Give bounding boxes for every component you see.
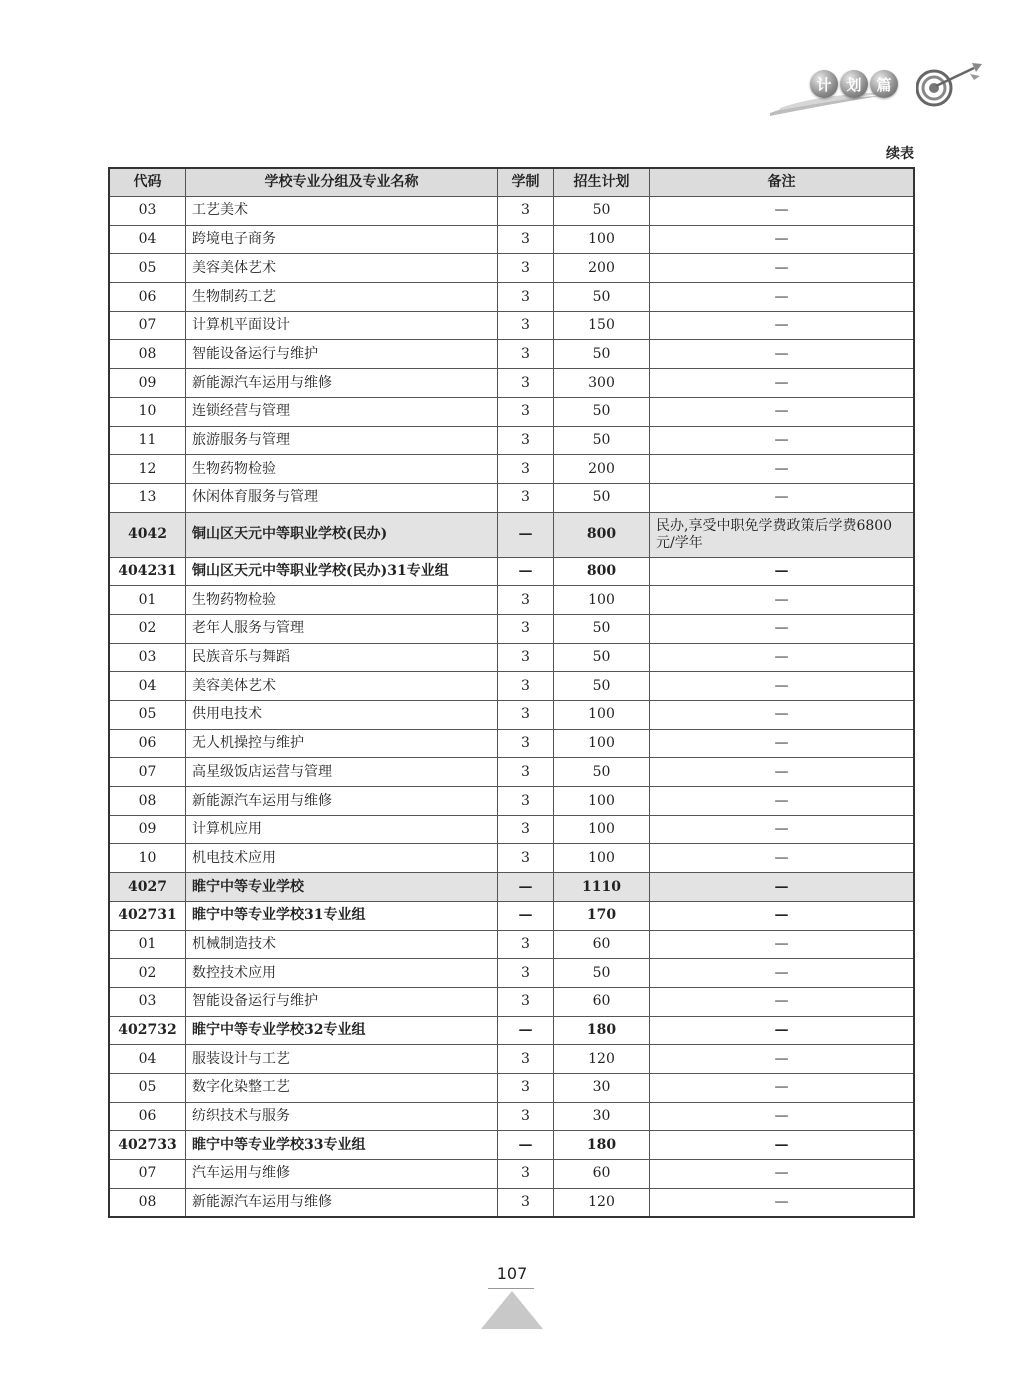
cell-note: — xyxy=(650,815,915,844)
cell-name: 生物药物检验 xyxy=(186,455,498,484)
page-number-underline xyxy=(488,1288,534,1289)
cell-years: 3 xyxy=(498,1102,554,1131)
cell-note: — xyxy=(650,586,915,615)
cell-note: — xyxy=(650,397,915,426)
cell-years: — xyxy=(498,901,554,930)
cell-code: 11 xyxy=(109,426,186,455)
cell-name: 美容美体艺术 xyxy=(186,254,498,283)
cell-years: 3 xyxy=(498,283,554,312)
cell-plan: 180 xyxy=(554,1131,650,1160)
cell-plan: 800 xyxy=(554,512,650,557)
cell-plan: 100 xyxy=(554,225,650,254)
cell-name: 跨境电子商务 xyxy=(186,225,498,254)
cell-code: 02 xyxy=(109,614,186,643)
cell-years: 3 xyxy=(498,930,554,959)
table-row xyxy=(109,959,914,988)
cell-name: 睢宁中等专业学校32专业组 xyxy=(186,1016,498,1045)
cell-years: 3 xyxy=(498,426,554,455)
cell-plan: 100 xyxy=(554,586,650,615)
cell-plan: 50 xyxy=(554,397,650,426)
cell-plan: 50 xyxy=(554,483,650,512)
table-header-row xyxy=(109,168,914,197)
table-row xyxy=(109,340,914,369)
table-row xyxy=(109,614,914,643)
cell-name: 无人机操控与维护 xyxy=(186,729,498,758)
cell-code: 13 xyxy=(109,483,186,512)
table-row xyxy=(109,197,914,226)
cell-note: — xyxy=(650,283,915,312)
column-header-name: 学校专业分组及专业名称 xyxy=(186,168,498,197)
cell-years: 3 xyxy=(498,397,554,426)
cell-code: 07 xyxy=(109,758,186,787)
cell-code: 06 xyxy=(109,283,186,312)
cell-note: — xyxy=(650,614,915,643)
cell-years: 3 xyxy=(498,643,554,672)
table-row xyxy=(109,225,914,254)
column-header-note: 备注 xyxy=(650,168,915,197)
cell-plan: 170 xyxy=(554,901,650,930)
cell-name: 数字化染整工艺 xyxy=(186,1073,498,1102)
cell-note: — xyxy=(650,1073,915,1102)
cell-years: — xyxy=(498,512,554,557)
cell-plan: 50 xyxy=(554,672,650,701)
cell-code: 03 xyxy=(109,987,186,1016)
badge-char: 篇 xyxy=(870,70,898,98)
cell-years: 3 xyxy=(498,586,554,615)
table-row xyxy=(109,701,914,730)
cell-code: 05 xyxy=(109,254,186,283)
cell-plan: 50 xyxy=(554,643,650,672)
cell-years: 3 xyxy=(498,369,554,398)
cell-name: 铜山区天元中等职业学校(民办)31专业组 xyxy=(186,557,498,586)
group-row xyxy=(109,901,914,930)
school-row xyxy=(109,512,914,557)
cell-name: 服装设计与工艺 xyxy=(186,1045,498,1074)
cell-plan: 60 xyxy=(554,930,650,959)
cell-note: — xyxy=(650,844,915,873)
cell-years: 3 xyxy=(498,844,554,873)
cell-years: 3 xyxy=(498,483,554,512)
cell-plan: 30 xyxy=(554,1073,650,1102)
cell-note: — xyxy=(650,758,915,787)
table-row xyxy=(109,758,914,787)
cell-note: — xyxy=(650,930,915,959)
cell-plan: 50 xyxy=(554,614,650,643)
cell-plan: 60 xyxy=(554,1160,650,1189)
cell-code: 03 xyxy=(109,643,186,672)
cell-years: 3 xyxy=(498,614,554,643)
cell-name: 新能源汽车运用与维修 xyxy=(186,1188,498,1217)
continued-label: 续表 xyxy=(886,146,914,162)
cell-code: 402731 xyxy=(109,901,186,930)
cell-note: — xyxy=(650,672,915,701)
cell-plan: 800 xyxy=(554,557,650,586)
table-row xyxy=(109,254,914,283)
cell-name: 美容美体艺术 xyxy=(186,672,498,701)
cell-note: — xyxy=(650,959,915,988)
cell-note: — xyxy=(650,987,915,1016)
cell-plan: 100 xyxy=(554,844,650,873)
cell-note: — xyxy=(650,197,915,226)
page-triangle-decoration xyxy=(481,1291,543,1329)
table-row xyxy=(109,483,914,512)
cell-years: 3 xyxy=(498,254,554,283)
cell-years: 3 xyxy=(498,959,554,988)
cell-note: — xyxy=(650,1131,915,1160)
cell-name: 数控技术应用 xyxy=(186,959,498,988)
cell-code: 06 xyxy=(109,729,186,758)
table-row xyxy=(109,1073,914,1102)
cell-name: 生物制药工艺 xyxy=(186,283,498,312)
cell-plan: 1110 xyxy=(554,873,650,902)
column-header-code: 代码 xyxy=(109,168,186,197)
cell-name: 计算机应用 xyxy=(186,815,498,844)
cell-code: 05 xyxy=(109,701,186,730)
cell-plan: 50 xyxy=(554,283,650,312)
cell-note: — xyxy=(650,873,915,902)
cell-code: 10 xyxy=(109,844,186,873)
cell-code: 402733 xyxy=(109,1131,186,1160)
cell-name: 机电技术应用 xyxy=(186,844,498,873)
column-header-plan: 招生计划 xyxy=(554,168,650,197)
cell-plan: 300 xyxy=(554,369,650,398)
cell-name: 智能设备运行与维护 xyxy=(186,340,498,369)
cell-plan: 50 xyxy=(554,340,650,369)
cell-code: 04 xyxy=(109,225,186,254)
cell-years: 3 xyxy=(498,672,554,701)
group-row xyxy=(109,1131,914,1160)
cell-code: 08 xyxy=(109,340,186,369)
table-row xyxy=(109,311,914,340)
cell-name: 新能源汽车运用与维修 xyxy=(186,787,498,816)
cell-name: 智能设备运行与维护 xyxy=(186,987,498,1016)
cell-code: 4027 xyxy=(109,873,186,902)
cell-name: 生物药物检验 xyxy=(186,586,498,615)
cell-name: 计算机平面设计 xyxy=(186,311,498,340)
cell-name: 高星级饭店运营与管理 xyxy=(186,758,498,787)
cell-years: 3 xyxy=(498,340,554,369)
cell-plan: 100 xyxy=(554,787,650,816)
table-row xyxy=(109,672,914,701)
page-number: 107 xyxy=(496,1264,528,1283)
cell-years: — xyxy=(498,1131,554,1160)
cell-years: 3 xyxy=(498,758,554,787)
enrollment-plan-table xyxy=(108,167,915,1218)
cell-years: 3 xyxy=(498,1160,554,1189)
cell-name: 睢宁中等专业学校33专业组 xyxy=(186,1131,498,1160)
cell-note: 民办,享受中职免学费政策后学费6800元/学年 xyxy=(650,512,915,557)
cell-years: 3 xyxy=(498,1188,554,1217)
cell-name: 休闲体育服务与管理 xyxy=(186,483,498,512)
cell-code: 07 xyxy=(109,311,186,340)
group-row xyxy=(109,1016,914,1045)
cell-name: 新能源汽车运用与维修 xyxy=(186,369,498,398)
table-row xyxy=(109,729,914,758)
cell-code: 02 xyxy=(109,959,186,988)
cell-years: 3 xyxy=(498,197,554,226)
cell-plan: 50 xyxy=(554,197,650,226)
cell-note: — xyxy=(650,1160,915,1189)
badge-char: 计 xyxy=(810,70,838,98)
cell-plan: 100 xyxy=(554,701,650,730)
badge-char: 划 xyxy=(840,70,868,98)
cell-code: 404231 xyxy=(109,557,186,586)
cell-name: 睢宁中等专业学校31专业组 xyxy=(186,901,498,930)
cell-code: 08 xyxy=(109,787,186,816)
cell-plan: 150 xyxy=(554,311,650,340)
cell-plan: 120 xyxy=(554,1188,650,1217)
table-row xyxy=(109,586,914,615)
table-body xyxy=(109,197,914,1218)
table-row xyxy=(109,1102,914,1131)
cell-years: 3 xyxy=(498,1045,554,1074)
table-row xyxy=(109,369,914,398)
cell-name: 纺织技术与服务 xyxy=(186,1102,498,1131)
cell-note: — xyxy=(650,340,915,369)
cell-code: 05 xyxy=(109,1073,186,1102)
cell-plan: 30 xyxy=(554,1102,650,1131)
table-row xyxy=(109,1188,914,1217)
cell-plan: 120 xyxy=(554,1045,650,1074)
cell-years: 3 xyxy=(498,455,554,484)
cell-years: 3 xyxy=(498,729,554,758)
cell-plan: 50 xyxy=(554,758,650,787)
cell-plan: 50 xyxy=(554,426,650,455)
cell-note: — xyxy=(650,1188,915,1217)
cell-name: 旅游服务与管理 xyxy=(186,426,498,455)
cell-name: 老年人服务与管理 xyxy=(186,614,498,643)
section-badge xyxy=(770,58,990,128)
cell-note: — xyxy=(650,787,915,816)
cell-years: 3 xyxy=(498,311,554,340)
cell-code: 4042 xyxy=(109,512,186,557)
table-row xyxy=(109,815,914,844)
table-row xyxy=(109,930,914,959)
table-row xyxy=(109,844,914,873)
cell-code: 01 xyxy=(109,930,186,959)
table-row xyxy=(109,397,914,426)
cell-years: 3 xyxy=(498,1073,554,1102)
cell-code: 09 xyxy=(109,369,186,398)
cell-note: — xyxy=(650,557,915,586)
table-row xyxy=(109,283,914,312)
cell-name: 民族音乐与舞蹈 xyxy=(186,643,498,672)
cell-years: 3 xyxy=(498,815,554,844)
cell-note: — xyxy=(650,1016,915,1045)
cell-note: — xyxy=(650,1045,915,1074)
cell-note: — xyxy=(650,455,915,484)
cell-code: 12 xyxy=(109,455,186,484)
cell-years: 3 xyxy=(498,987,554,1016)
cell-code: 07 xyxy=(109,1160,186,1189)
cell-code: 01 xyxy=(109,586,186,615)
cell-note: — xyxy=(650,483,915,512)
cell-plan: 100 xyxy=(554,815,650,844)
cell-name: 连锁经营与管理 xyxy=(186,397,498,426)
cell-code: 04 xyxy=(109,1045,186,1074)
school-row xyxy=(109,873,914,902)
table-row xyxy=(109,1160,914,1189)
target-arrow-icon xyxy=(916,60,986,108)
cell-code: 04 xyxy=(109,672,186,701)
cell-note: — xyxy=(650,369,915,398)
cell-name: 工艺美术 xyxy=(186,197,498,226)
cell-plan: 100 xyxy=(554,729,650,758)
cell-years: — xyxy=(498,1016,554,1045)
cell-plan: 200 xyxy=(554,455,650,484)
cell-years: — xyxy=(498,557,554,586)
cell-code: 06 xyxy=(109,1102,186,1131)
cell-note: — xyxy=(650,311,915,340)
column-header-years: 学制 xyxy=(498,168,554,197)
cell-note: — xyxy=(650,254,915,283)
cell-note: — xyxy=(650,701,915,730)
cell-code: 402732 xyxy=(109,1016,186,1045)
table-row xyxy=(109,787,914,816)
cell-code: 08 xyxy=(109,1188,186,1217)
cell-note: — xyxy=(650,426,915,455)
cell-code: 10 xyxy=(109,397,186,426)
cell-name: 汽车运用与维修 xyxy=(186,1160,498,1189)
cell-note: — xyxy=(650,225,915,254)
table-row xyxy=(109,643,914,672)
cell-name: 睢宁中等专业学校 xyxy=(186,873,498,902)
table-row xyxy=(109,1045,914,1074)
cell-plan: 50 xyxy=(554,959,650,988)
cell-plan: 200 xyxy=(554,254,650,283)
table-row xyxy=(109,426,914,455)
cell-note: — xyxy=(650,901,915,930)
cell-code: 03 xyxy=(109,197,186,226)
group-row xyxy=(109,557,914,586)
cell-years: — xyxy=(498,873,554,902)
cell-years: 3 xyxy=(498,787,554,816)
cell-note: — xyxy=(650,643,915,672)
cell-plan: 60 xyxy=(554,987,650,1016)
badge-title xyxy=(810,70,898,98)
cell-plan: 180 xyxy=(554,1016,650,1045)
cell-name: 机械制造技术 xyxy=(186,930,498,959)
cell-name: 供用电技术 xyxy=(186,701,498,730)
cell-note: — xyxy=(650,729,915,758)
table-row xyxy=(109,987,914,1016)
cell-name: 铜山区天元中等职业学校(民办) xyxy=(186,512,498,557)
table-row xyxy=(109,455,914,484)
cell-code: 09 xyxy=(109,815,186,844)
cell-years: 3 xyxy=(498,225,554,254)
cell-note: — xyxy=(650,1102,915,1131)
cell-years: 3 xyxy=(498,701,554,730)
